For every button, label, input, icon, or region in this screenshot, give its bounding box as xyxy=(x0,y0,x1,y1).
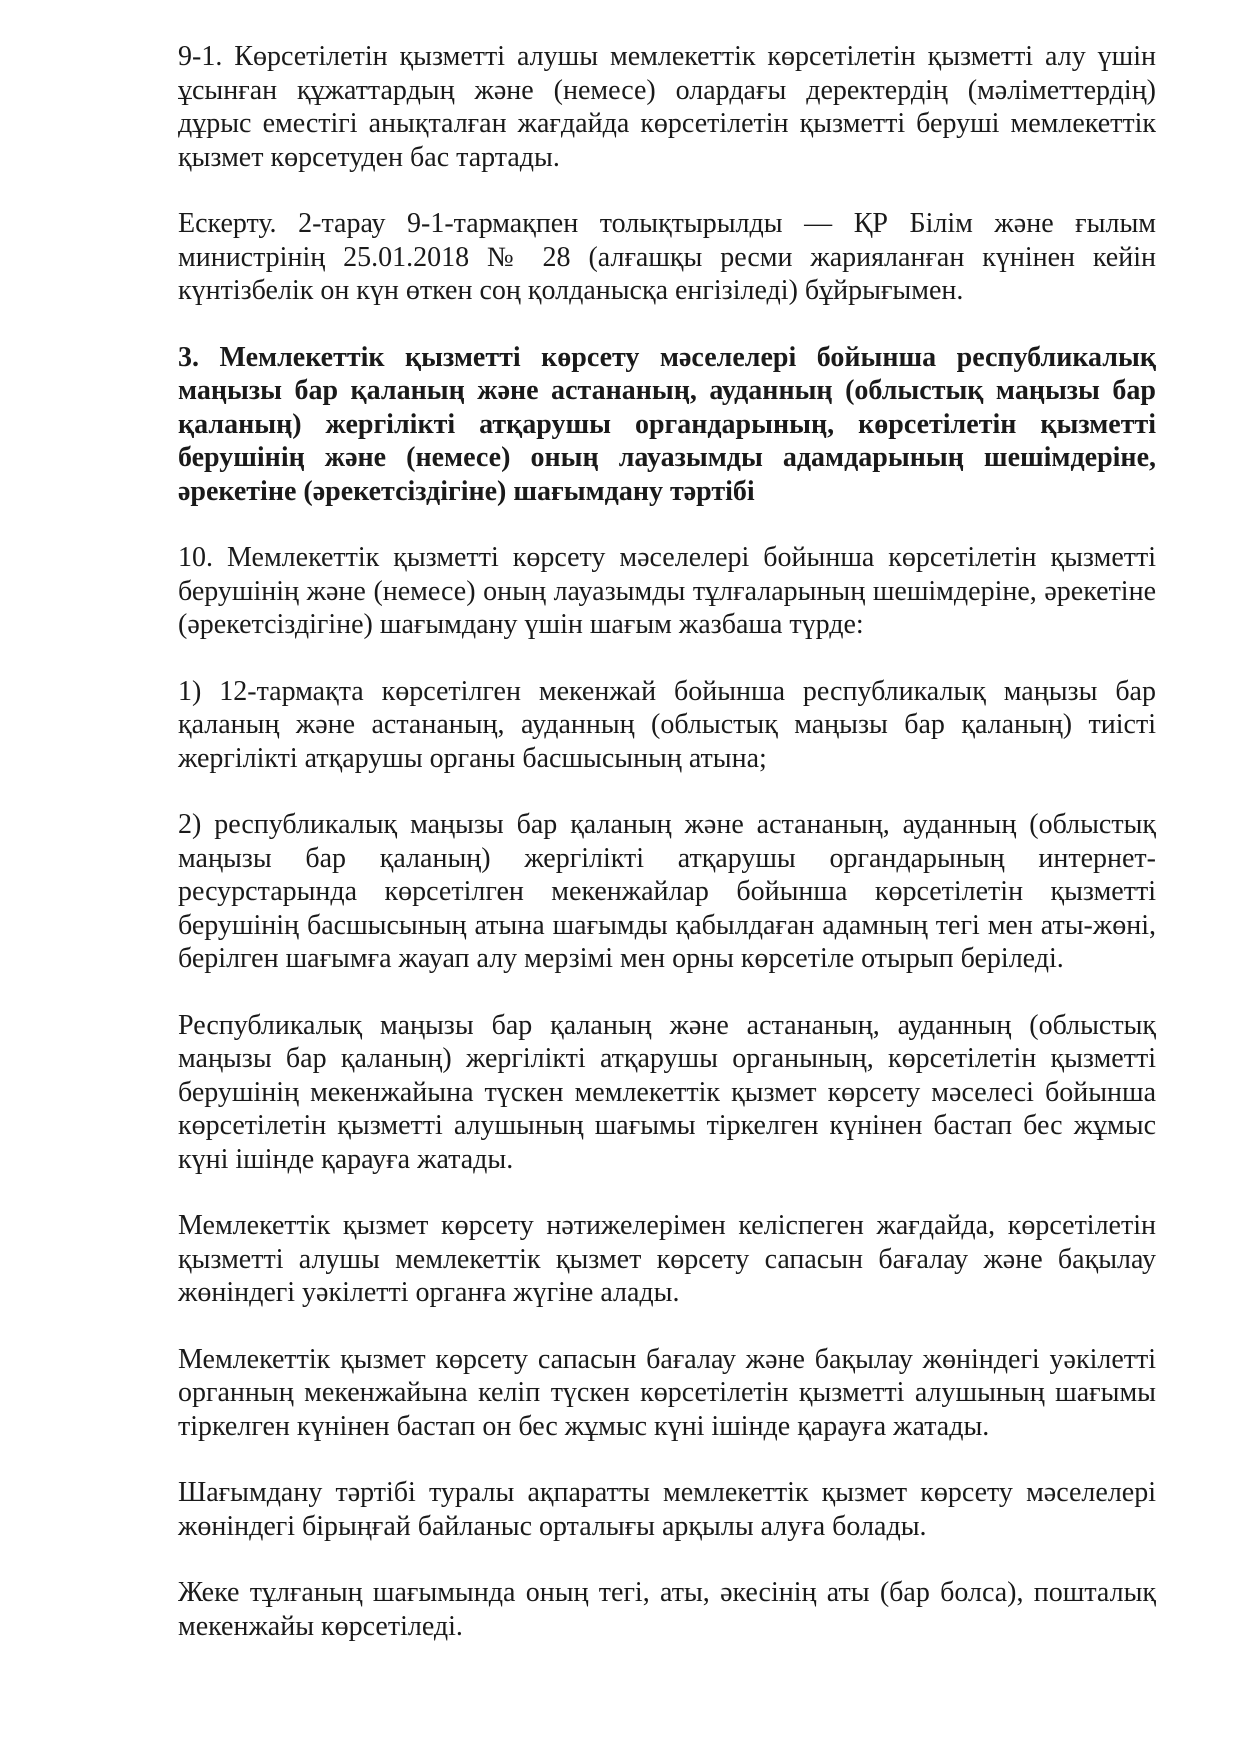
list-item-2: 2) республикалық маңызы бар қаланың және астананың, ауданның (облыстық маңызы бар қаланың) жергілікті атқарушы органдарының интернет-ресурстарында көрсетілген мекенжайлар бойынша көрсетілетін қызметті берушінің басшысының атына шағымды қабылдаған адамның тегі мен аты-жөні, берілген шағымға жауап алу мерзімі мен орны көрсетіле отырып беріледі. xyxy=(178,809,1156,974)
paragraph-contact-center: Шағымдану тәртібі туралы ақпаратты мемлекеттік қызмет көрсету мәселелері жөніндегі бірыңғай байланыс орталығы арқылы алуға болады. xyxy=(178,1477,1156,1542)
paragraph-10: 10. Мемлекеттік қызметті көрсету мәселелері бойынша көрсетілетін қызметті берушінің және (немесе) оның лауазымды тұлғаларының шешімдеріне, әрекетіне (әрекетсіздігіне) шағымдану үшін шағым жазбаша түрде: xyxy=(178,542,1156,640)
paragraph-disagreement: Мемлекеттік қызмет көрсету нәтижелерімен келіспеген жағдайда, көрсетілетін қызметті алушы мемлекеттік қызмет көрсету сапасын бағалау және бақылау жөніндегі уәкілетті органға жүгіне алады. xyxy=(178,1210,1156,1308)
paragraph-9-1: 9-1. Көрсетілетін қызметті алушы мемлекеттік көрсетілетін қызметті алу үшін ұсынған құжаттардың және (немесе) олардағы деректердің (мәліметтердің) дұрыс еместігі анықталған жағдайда көрсетілетін қызметті беруші мемлекеттік қызмет көрсетуден бас тартады. xyxy=(178,41,1156,173)
section-3-heading: 3. Мемлекеттік қызметті көрсету мәселелері бойынша республикалық маңызы бар қаланың және астананың, ауданның (облыстық маңызы бар қаланың) жергілікті атқарушы органдарының, көрсетілетін қызметті берушінің және (немесе) оның лауазымды адамдарының шешімдеріне, әрекетіне (әрекетсіздігіне) шағымдану тәртібі xyxy=(178,341,1156,507)
paragraph-review-period: Республикалық маңызы бар қаланың және астананың, ауданның (облыстық маңызы бар қаланың) жергілікті атқарушы органының, көрсетілетін қызметті берушінің мекенжайына түскен мемлекеттік қызмет көрсету мәселесі бойынша көрсетілетін қызметті алушының шағымы тіркелген күнінен бастап бес жұмыс күні ішінде қарауға жатады. xyxy=(178,1009,1156,1175)
paragraph-individual-complaint: Жеке тұлғаның шағымында оның тегі, аты, әкесінің аты (бар болса), пошталық мекенжайы көрсетіледі. xyxy=(178,1577,1156,1642)
document-body xyxy=(178,40,1156,1676)
paragraph-authorized-body: Мемлекеттік қызмет көрсету сапасын бағалау және бақылау жөніндегі уәкілетті органның мекенжайына келіп түскен көрсетілетін қызметті алушының шағымы тіркелген күнінен бастап он бес жұмыс күні ішінде қарауға жатады. xyxy=(178,1343,1156,1442)
list-item-1: 1) 12-тармақта көрсетілген мекенжай бойынша республикалық маңызы бар қаланың және астананың, ауданның (облыстық маңызы бар қаланың) тиісті жергілікті атқарушы органы басшысының атына; xyxy=(178,675,1156,774)
note-paragraph: Ескерту. 2-тарау 9-1-тармақпен толықтырылды — ҚР Білім және ғылым министрінің 25.01.2018 № 28 (алғашқы ресми жарияланған күнінен кейін күнтізбелік он күн өткен соң қолданысқа енгізіледі) бұйрығымен. xyxy=(178,208,1156,306)
